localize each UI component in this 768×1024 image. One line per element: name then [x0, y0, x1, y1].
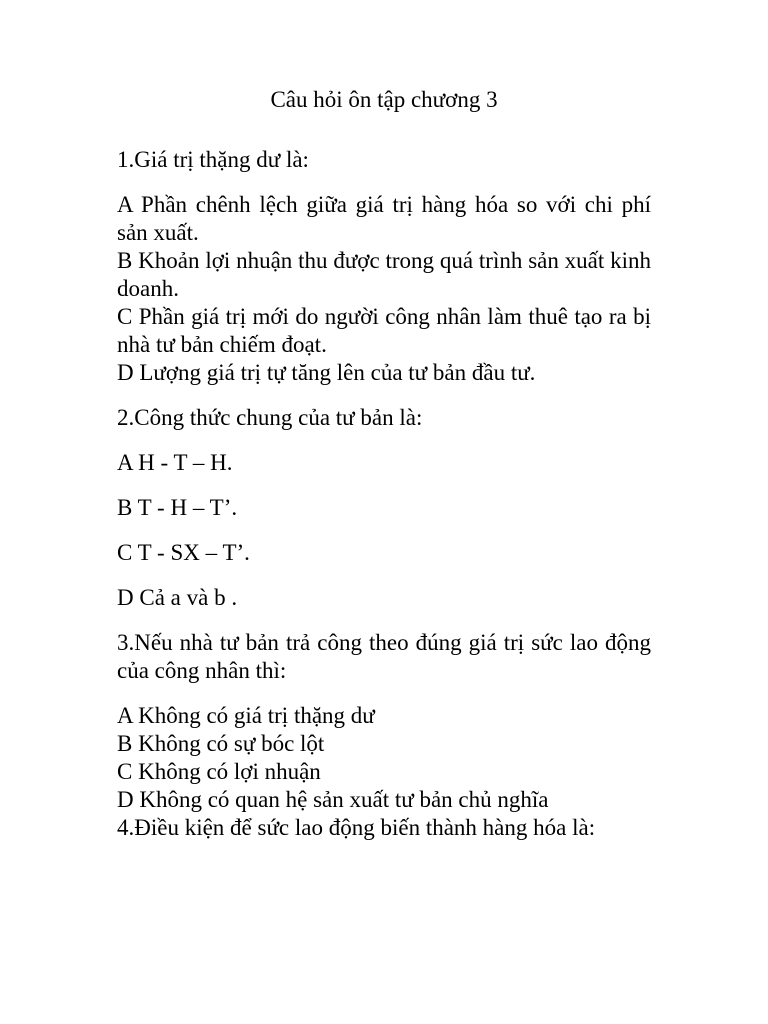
question-3-option-c: C Không có lợi nhuận	[117, 759, 321, 784]
question-3-option-d: D Không có quan hệ sản xuất tư bản chủ nghĩa	[117, 787, 549, 812]
question-1-option-b: B Khoản lợi nhuận thu được trong quá trình sản xuất kinh doanh.	[117, 248, 651, 301]
question-3-option-a: A Không có giá trị thặng dư	[117, 703, 375, 728]
question-1-option-a: A Phần chênh lệch giữa giá trị hàng hóa so với chi phí sản xuất.	[117, 192, 651, 245]
question-1: 1.Giá trị thặng dư là:	[117, 147, 309, 172]
question-2-option-b: B T - H – T’.	[117, 495, 238, 520]
question-3: 3.Nếu nhà tư bản trả công theo đúng giá trị sức lao động của công nhân thì:	[117, 630, 651, 683]
question-2: 2.Công thức chung của tư bản là:	[117, 405, 423, 430]
document-content	[117, 86, 651, 859]
question-1-option-d: D Lượng giá trị tự tăng lên của tư bản đầu tư.	[117, 360, 536, 385]
question-2-option-d: D Cả a và b .	[117, 585, 238, 610]
question-1-option-c: C Phần giá trị mới do người công nhân làm thuê tạo ra bị nhà tư bản chiếm đoạt.	[117, 304, 651, 357]
question-3-option-b: B Không có sự bóc lột	[117, 731, 325, 756]
question-2-option-a: A H - T – H.	[117, 450, 233, 475]
question-3-options	[117, 702, 651, 814]
question-1-options	[117, 191, 651, 387]
document-title: Câu hỏi ôn tập chương 3	[270, 87, 498, 112]
question-4: 4.Điều kiện để sức lao động biến thành hàng hóa là:	[117, 815, 596, 840]
question-2-option-c: C T - SX – T’.	[117, 540, 250, 565]
